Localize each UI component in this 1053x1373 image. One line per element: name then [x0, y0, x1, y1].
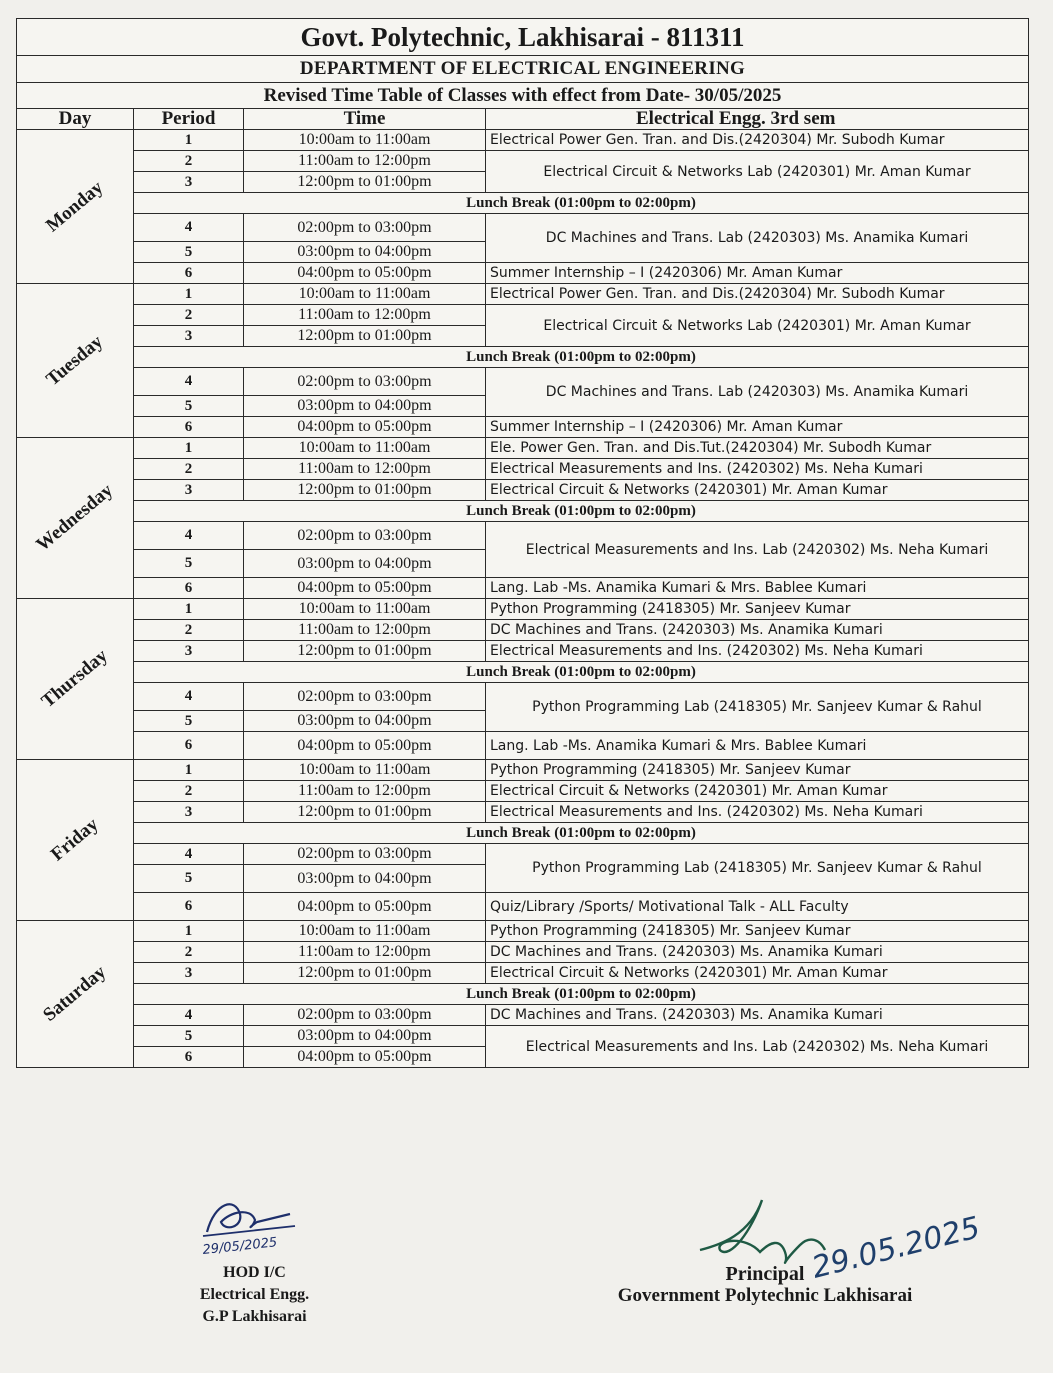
hod-department: Electrical Engg. [199, 1286, 310, 1303]
period-time: 11:00am to 12:00pm [244, 620, 486, 641]
period-time: 04:00pm to 05:00pm [244, 417, 486, 438]
period-time: 10:00am to 11:00am [244, 438, 486, 459]
period-number: 6 [134, 893, 244, 921]
department-title: DEPARTMENT OF ELECTRICAL ENGINEERING [17, 56, 1029, 83]
subject-cell: Ele. Power Gen. Tran. and Dis.Tut.(2420304) Mr. Subodh Kumar [486, 438, 1029, 459]
period-time: 12:00pm to 01:00pm [244, 963, 486, 984]
lunch-break-row: Lunch Break (01:00pm to 02:00pm) [134, 823, 1029, 844]
day-label: Saturday [39, 961, 111, 1026]
period-time: 11:00am to 12:00pm [244, 151, 486, 172]
period-time: 02:00pm to 03:00pm [244, 683, 486, 711]
period-number: 1 [134, 130, 244, 151]
period-time: 04:00pm to 05:00pm [244, 578, 486, 599]
col-header-period: Period [134, 109, 244, 130]
period-time: 12:00pm to 01:00pm [244, 326, 486, 347]
period-time: 11:00am to 12:00pm [244, 781, 486, 802]
lunch-break-row: Lunch Break (01:00pm to 02:00pm) [134, 347, 1029, 368]
period-time: 02:00pm to 03:00pm [244, 1005, 486, 1026]
subject-cell: Electrical Measurements and Ins. Lab (2420302) Ms. Neha Kumari [486, 522, 1029, 578]
day-cell-saturday [17, 921, 134, 1068]
period-number: 6 [134, 417, 244, 438]
period-time: 12:00pm to 01:00pm [244, 641, 486, 662]
period-number: 3 [134, 326, 244, 347]
period-time: 03:00pm to 04:00pm [244, 1026, 486, 1047]
period-time: 10:00am to 11:00am [244, 130, 486, 151]
day-cell-thursday [17, 599, 134, 760]
period-number: 5 [134, 396, 244, 417]
subject-cell: Electrical Circuit & Networks Lab (2420301) Mr. Aman Kumar [486, 151, 1029, 193]
subject-cell: Electrical Circuit & Networks (2420301) Mr. Aman Kumar [486, 480, 1029, 501]
period-time: 02:00pm to 03:00pm [244, 844, 486, 865]
lunch-break-row: Lunch Break (01:00pm to 02:00pm) [134, 193, 1029, 214]
subject-cell: Electrical Measurements and Ins. (2420302) Ms. Neha Kumari [486, 802, 1029, 823]
hod-signature-block [172, 1190, 337, 1328]
day-label: Tuesday [42, 330, 108, 390]
period-number: 1 [134, 284, 244, 305]
hod-title: HOD I/C [223, 1264, 286, 1281]
col-header-day: Day [17, 109, 134, 130]
period-number: 5 [134, 242, 244, 263]
period-number: 3 [134, 963, 244, 984]
period-number: 4 [134, 522, 244, 550]
subject-cell: Electrical Circuit & Networks Lab (2420301) Mr. Aman Kumar [486, 305, 1029, 347]
period-number: 5 [134, 1026, 244, 1047]
period-number: 6 [134, 578, 244, 599]
day-label: Monday [42, 176, 108, 236]
period-time: 10:00am to 11:00am [244, 599, 486, 620]
period-number: 2 [134, 620, 244, 641]
period-number: 4 [134, 1005, 244, 1026]
period-number: 1 [134, 760, 244, 781]
period-time: 10:00am to 11:00am [244, 921, 486, 942]
col-header-class: Electrical Engg. 3rd sem [486, 109, 1029, 130]
period-time: 04:00pm to 05:00pm [244, 893, 486, 921]
period-time: 02:00pm to 03:00pm [244, 522, 486, 550]
period-number: 3 [134, 641, 244, 662]
period-time: 10:00am to 11:00am [244, 284, 486, 305]
subject-cell: DC Machines and Trans. (2420303) Ms. Anamika Kumari [486, 620, 1029, 641]
period-time: 12:00pm to 01:00pm [244, 802, 486, 823]
period-time: 02:00pm to 03:00pm [244, 368, 486, 396]
institute-title: Govt. Polytechnic, Lakhisarai - 811311 [17, 19, 1029, 56]
period-time: 10:00am to 11:00am [244, 760, 486, 781]
hod-signature-date: 29/05/2025 [201, 1235, 278, 1258]
period-number: 6 [134, 1047, 244, 1068]
period-number: 2 [134, 151, 244, 172]
subject-cell: Python Programming (2418305) Mr. Sanjeev Kumar [486, 921, 1029, 942]
day-label: Thursday [37, 645, 112, 713]
period-time: 03:00pm to 04:00pm [244, 711, 486, 732]
timetable-sheet [16, 18, 1028, 1068]
day-label: Wednesday [32, 479, 118, 556]
subject-cell: Electrical Measurements and Ins. (2420302) Ms. Neha Kumari [486, 459, 1029, 480]
subject-cell: Electrical Measurements and Ins. Lab (2420302) Ms. Neha Kumari [486, 1026, 1029, 1068]
period-time: 11:00am to 12:00pm [244, 942, 486, 963]
period-number: 2 [134, 459, 244, 480]
period-number: 4 [134, 844, 244, 865]
revision-title: Revised Time Table of Classes with effect from Date- 30/05/2025 [17, 83, 1029, 109]
subject-cell: Electrical Power Gen. Tran. and Dis.(2420304) Mr. Subodh Kumar [486, 130, 1029, 151]
period-number: 4 [134, 683, 244, 711]
subject-cell: Python Programming (2418305) Mr. Sanjeev Kumar [486, 760, 1029, 781]
subject-cell: Lang. Lab -Ms. Anamika Kumari & Mrs. Bablee Kumari [486, 732, 1029, 760]
day-label: Friday [46, 813, 103, 866]
period-time: 03:00pm to 04:00pm [244, 865, 486, 893]
subject-cell: Electrical Measurements and Ins. (2420302) Ms. Neha Kumari [486, 641, 1029, 662]
period-time: 12:00pm to 01:00pm [244, 480, 486, 501]
subject-cell: Electrical Power Gen. Tran. and Dis.(2420304) Mr. Subodh Kumar [486, 284, 1029, 305]
timetable [16, 18, 1029, 1068]
subject-cell: DC Machines and Trans. (2420303) Ms. Anamika Kumari [486, 942, 1029, 963]
period-time: 03:00pm to 04:00pm [244, 396, 486, 417]
period-number: 6 [134, 263, 244, 284]
period-time: 03:00pm to 04:00pm [244, 242, 486, 263]
principal-institute: Government Polytechnic Lakhisarai [617, 1285, 913, 1306]
subject-cell: Electrical Circuit & Networks (2420301) Mr. Aman Kumar [486, 963, 1029, 984]
principal-signature-block [585, 1195, 945, 1307]
period-time: 11:00am to 12:00pm [244, 305, 486, 326]
subject-cell: DC Machines and Trans. Lab (2420303) Ms. Anamika Kumari [486, 368, 1029, 417]
period-number: 2 [134, 781, 244, 802]
period-time: 12:00pm to 01:00pm [244, 172, 486, 193]
period-time: 02:00pm to 03:00pm [244, 214, 486, 242]
lunch-break-row: Lunch Break (01:00pm to 02:00pm) [134, 501, 1029, 522]
principal-title: Principal [725, 1263, 805, 1285]
subject-cell: Python Programming Lab (2418305) Mr. Sanjeev Kumar & Rahul [486, 844, 1029, 893]
principal-signature-date: 29.05.2025 [808, 1210, 984, 1286]
period-time: 04:00pm to 05:00pm [244, 1047, 486, 1068]
subject-cell: Python Programming Lab (2418305) Mr. Sanjeev Kumar & Rahul [486, 683, 1029, 732]
period-number: 1 [134, 438, 244, 459]
period-number: 3 [134, 172, 244, 193]
period-number: 2 [134, 305, 244, 326]
period-number: 1 [134, 599, 244, 620]
day-cell-monday [17, 130, 134, 284]
period-number: 3 [134, 802, 244, 823]
hod-institute: G.P Lakhisarai [202, 1308, 307, 1325]
period-time: 04:00pm to 05:00pm [244, 732, 486, 760]
period-number: 6 [134, 732, 244, 760]
subject-cell: Summer Internship – I (2420306) Mr. Aman Kumar [486, 417, 1029, 438]
subject-cell: DC Machines and Trans. (2420303) Ms. Anamika Kumari [486, 1005, 1029, 1026]
subject-cell: Electrical Circuit & Networks (2420301) Mr. Aman Kumar [486, 781, 1029, 802]
period-number: 4 [134, 214, 244, 242]
lunch-break-row: Lunch Break (01:00pm to 02:00pm) [134, 662, 1029, 683]
period-number: 4 [134, 368, 244, 396]
day-cell-wednesday [17, 438, 134, 599]
day-cell-tuesday [17, 284, 134, 438]
period-number: 2 [134, 942, 244, 963]
period-number: 5 [134, 865, 244, 893]
subject-cell: Quiz/Library /Sports/ Motivational Talk - ALL Faculty [486, 893, 1029, 921]
lunch-break-row: Lunch Break (01:00pm to 02:00pm) [134, 984, 1029, 1005]
subject-cell: DC Machines and Trans. Lab (2420303) Ms. Anamika Kumari [486, 214, 1029, 263]
period-number: 5 [134, 550, 244, 578]
period-time: 11:00am to 12:00pm [244, 459, 486, 480]
period-number: 3 [134, 480, 244, 501]
period-time: 03:00pm to 04:00pm [244, 550, 486, 578]
period-number: 1 [134, 921, 244, 942]
col-header-time: Time [244, 109, 486, 130]
subject-cell: Python Programming (2418305) Mr. Sanjeev Kumar [486, 599, 1029, 620]
period-time: 04:00pm to 05:00pm [244, 263, 486, 284]
day-cell-friday [17, 760, 134, 921]
subject-cell: Summer Internship – I (2420306) Mr. Aman Kumar [486, 263, 1029, 284]
subject-cell: Lang. Lab -Ms. Anamika Kumari & Mrs. Bablee Kumari [486, 578, 1029, 599]
period-number: 5 [134, 711, 244, 732]
